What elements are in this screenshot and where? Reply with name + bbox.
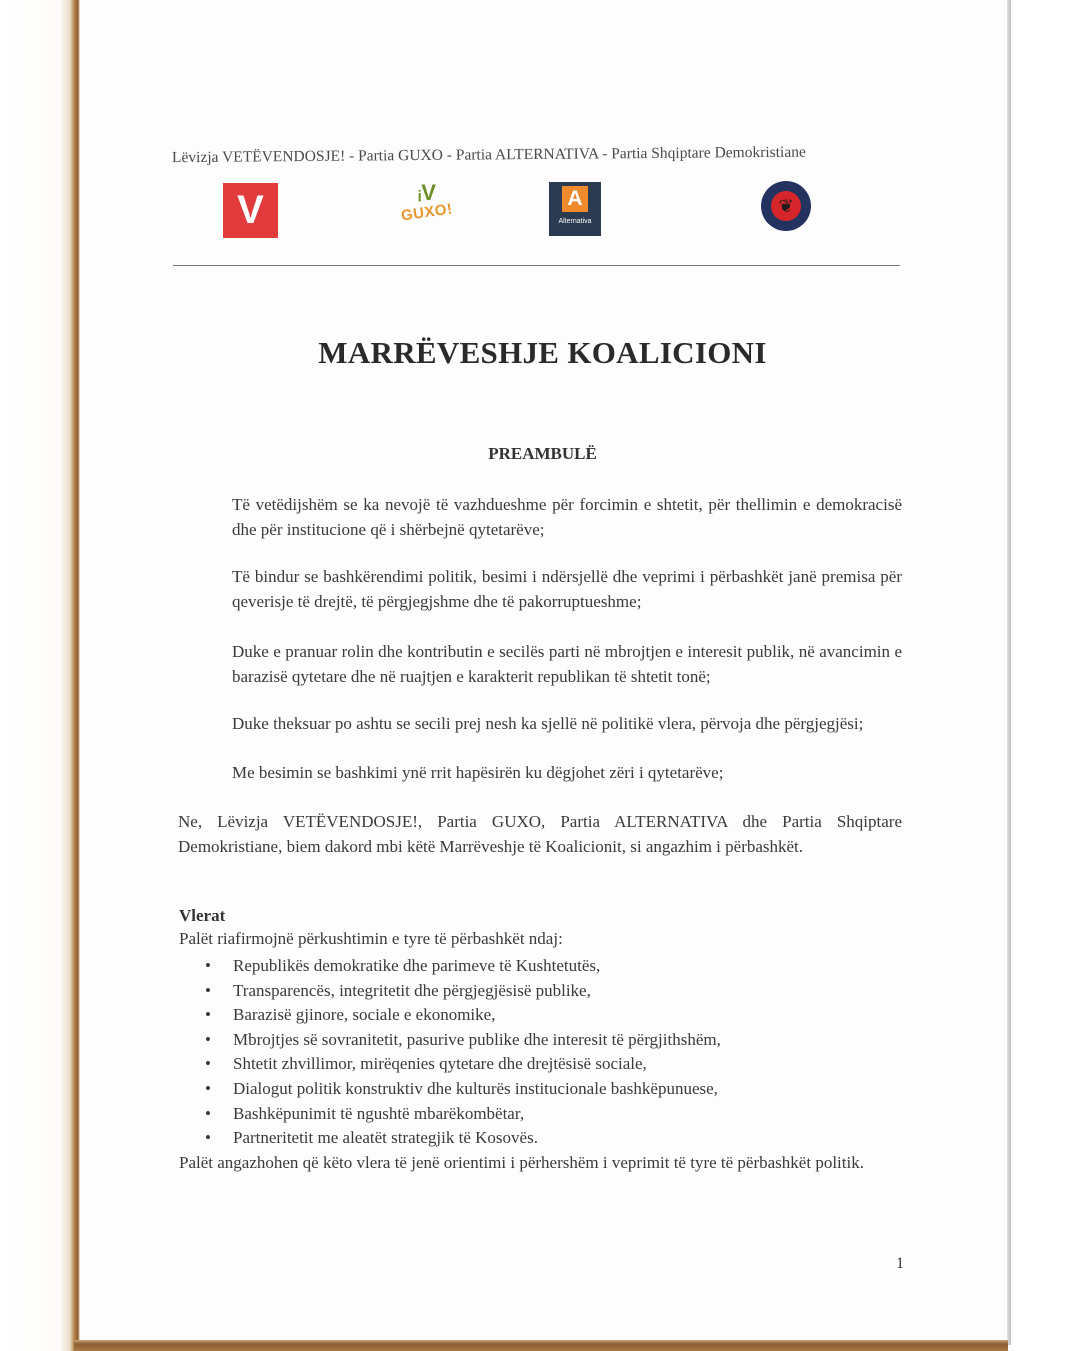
vetevendosje-logo [223, 183, 278, 238]
bullet-icon: • [205, 1005, 211, 1025]
list-item: • Dialogut politik konstruktiv dhe kulturës institucionale bashkëpunuese, [205, 1077, 721, 1102]
list-item: • Barazisë gjinore, sociale e ekonomike, [205, 1003, 721, 1028]
agreement-paragraph: Ne, Lëvizja VETËVENDOSJE!, Partia GUXO, Partia ALTERNATIVA dhe Partia Shqiptare Demokristiane, biem dakord mbi këtë Marrëveshje të Koalicionit, si angazhim i përbashkët. [178, 812, 902, 856]
values-intro: Palët riafirmojnë përkushtimin e tyre të përbashkët ndaj: [179, 929, 563, 948]
bullet-icon: • [205, 1103, 211, 1123]
list-item: • Mbrojtjes së sovranitetit, pasurive publike dhe interesit të përgjithshëm, [205, 1028, 721, 1053]
bullet-icon: • [205, 980, 211, 1000]
preamble-heading: PREAMBULË [488, 444, 597, 463]
document-title: MARRËVESHJE KOALICIONI [318, 335, 767, 370]
bullet-icon: • [205, 1078, 211, 1098]
values-list [205, 954, 721, 1151]
alternativa-logo [549, 182, 601, 236]
list-item: • Shtetit zhvillimor, mirëqenies qytetare dhe drejtësisë sociale, [205, 1052, 721, 1077]
guxo-logo [397, 182, 457, 232]
preamble-paragraph-4: Duke theksuar po ashtu se secili prej nesh ka sjellë në politikë vlera, përvoja dhe përgjegjësi; [232, 714, 864, 733]
header-divider [173, 265, 900, 266]
header-parties-line: Lëvizja VETËVENDOSJE! - Partia GUXO - Partia ALTERNATIVA - Partia Shqiptare Demokristiane [171, 143, 806, 167]
alternativa-logo-word: Alternativa [558, 218, 592, 225]
closing-sentence: Palët angazhohen që këto vlera të jenë orientimi i përhershëm i veprimit të tyre të përbashkët politik. [179, 1153, 864, 1172]
bullet-icon: • [205, 1128, 211, 1148]
preamble-paragraph-1: Të vetëdijshëm se ka nevojë të vazhdueshme për forcimin e shtetit, për thellimin e demokracisë dhe për institucione që i shërbejnë qytetarëve; [232, 495, 902, 539]
preamble-paragraph-2: Të bindur se bashkërendimi politik, besimi i ndërsjellë dhe veprimi i përbashkët janë premisa për qeverisje të drejtë, të përgjegjshme dhe të pakorruptueshme; [232, 567, 902, 611]
vetevendosje-logo-letter: V [237, 188, 264, 232]
paper-edge [1007, 0, 1011, 1345]
values-heading: Vlerat [179, 906, 226, 925]
psd-logo-inner [771, 191, 801, 221]
list-item: • Bashkëpunimit të ngushtë mbarëkombëtar, [205, 1102, 721, 1127]
wooden-table-bottom [74, 1340, 1008, 1351]
preamble-paragraph-5: Me besimin se bashkimi ynë rrit hapësirën ku dëgjohet zëri i qytetarëve; [232, 763, 724, 782]
guxo-logo-word: GUXO! [400, 200, 454, 225]
preamble-paragraph-3: Duke e pranuar rolin dhe kontributin e secilës parti në mbrojtjen e interesit publik, në avancimin e barazisë qytetare dhe në ruajtjen e karakterit republikan të shtetit tonë; [232, 642, 902, 686]
list-item: • Republikës demokratike dhe parimeve të Kushtetutës, [205, 954, 721, 979]
guxo-mark-icon: ᵢV [418, 180, 436, 205]
list-item: • Transparencës, integritetit dhe përgjegjësisë publike, [205, 979, 721, 1004]
psd-logo [761, 181, 811, 231]
page-number: 1 [896, 1255, 904, 1272]
wooden-table-left [0, 0, 80, 1351]
bullet-icon: • [205, 1029, 211, 1049]
list-item: • Partneritetit me aleatët strategjik të Kosovës. [205, 1126, 721, 1151]
bullet-icon: • [205, 956, 211, 975]
eagle-icon: ❦ [778, 196, 794, 216]
alternativa-logo-letter: A [562, 186, 588, 212]
bullet-icon: • [205, 1054, 211, 1074]
